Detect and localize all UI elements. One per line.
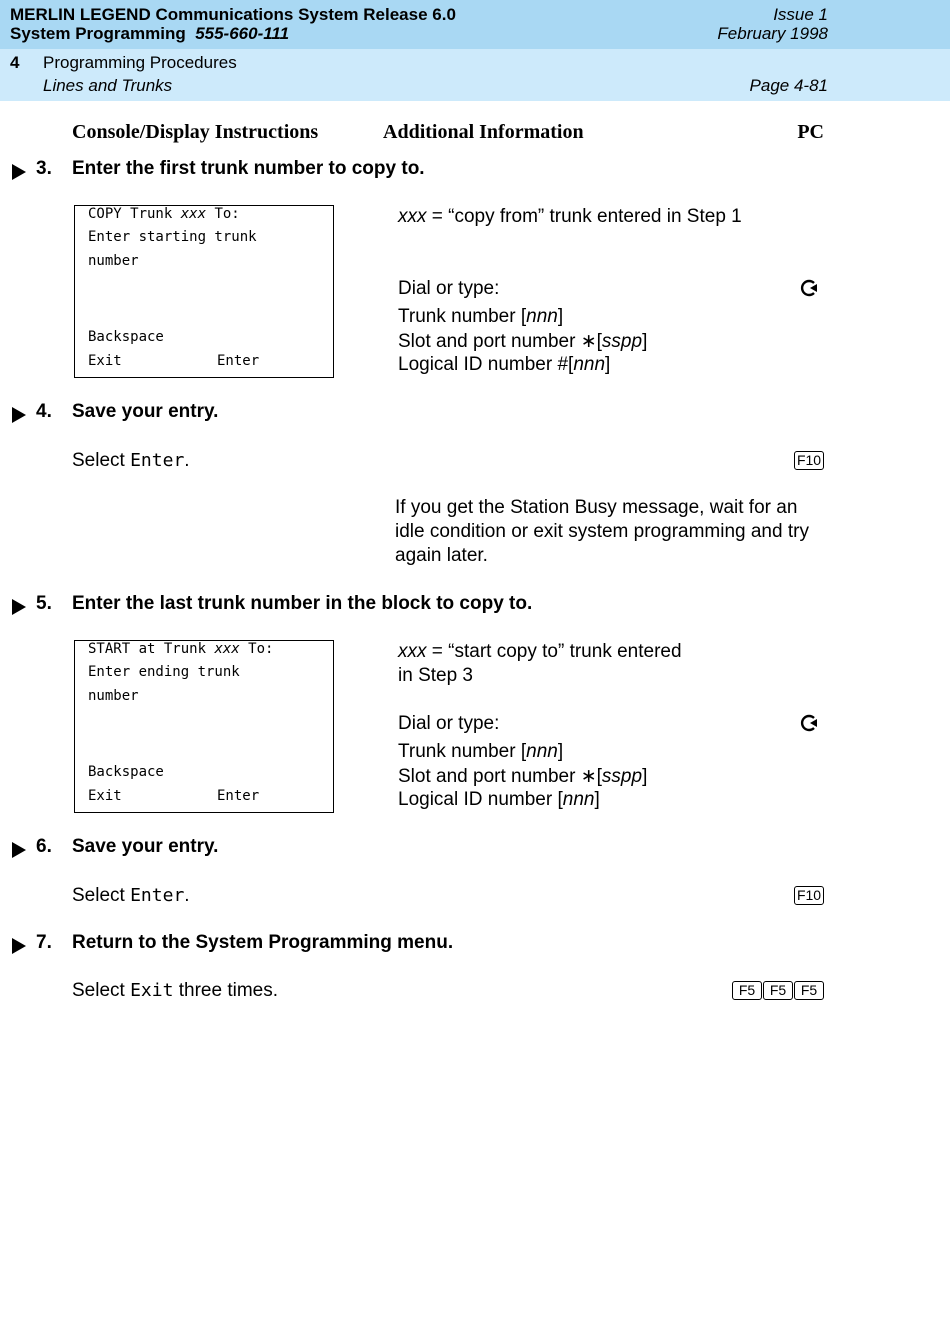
chapter-number: 4 bbox=[10, 53, 20, 72]
f5-key[interactable]: F5 bbox=[794, 981, 824, 1000]
display-screen bbox=[74, 205, 334, 378]
variable-note-line-2: in Step 3 bbox=[398, 665, 473, 686]
section-title: Lines and Trunks bbox=[43, 76, 173, 95]
variable-note: xxx = “start copy to” trunk entered bbox=[398, 641, 682, 662]
screen-line-2: Enter starting trunk bbox=[88, 229, 257, 245]
screen-exit[interactable]: Exit bbox=[88, 353, 122, 369]
command-enter: Enter bbox=[130, 885, 185, 906]
screen-enter[interactable]: Enter bbox=[217, 353, 260, 369]
step-arrow-icon bbox=[12, 842, 26, 858]
dial-pad-icon bbox=[798, 713, 818, 733]
option-slot-port: Slot and port number ∗[sspp] bbox=[398, 331, 648, 352]
page-number: Page 4-81 bbox=[749, 76, 828, 95]
screen-line-1: COPY Trunk xxx To: bbox=[88, 206, 240, 222]
option-logical-id: Logical ID number [nnn] bbox=[398, 789, 600, 810]
step-instruction: Save your entry. bbox=[72, 836, 219, 857]
option-slot-port: Slot and port number ∗[sspp] bbox=[398, 766, 648, 787]
column-pc-heading: PC bbox=[797, 121, 824, 143]
screen-backspace[interactable]: Backspace bbox=[88, 329, 164, 345]
select-instruction: Select Enter. bbox=[72, 885, 190, 906]
command-exit: Exit bbox=[130, 980, 174, 1001]
command-enter: Enter bbox=[130, 450, 185, 471]
option-trunk-number: Trunk number [nnn] bbox=[398, 306, 564, 327]
busy-note-line-1: If you get the Station Busy message, wait for an bbox=[395, 497, 798, 518]
display-screen bbox=[74, 640, 334, 813]
step-instruction: Enter the first trunk number to copy to. bbox=[72, 158, 425, 179]
chapter-title: Programming Procedures bbox=[43, 53, 237, 72]
step-number: 7. bbox=[36, 932, 52, 953]
screen-backspace[interactable]: Backspace bbox=[88, 764, 164, 780]
f5-key[interactable]: F5 bbox=[732, 981, 762, 1000]
step-number: 6. bbox=[36, 836, 52, 857]
screen-line-3: number bbox=[88, 688, 139, 704]
option-logical-id: Logical ID number #[nnn] bbox=[398, 354, 611, 375]
f10-key[interactable]: F10 bbox=[794, 886, 824, 905]
busy-note-line-2: idle condition or exit system programming and try bbox=[395, 521, 809, 542]
screen-line-1: START at Trunk xxx To: bbox=[88, 641, 274, 657]
doc-number: 555-660-111 bbox=[195, 24, 290, 43]
step-arrow-icon bbox=[12, 407, 26, 423]
dial-or-type: Dial or type: bbox=[398, 713, 500, 734]
select-instruction: Select Enter. bbox=[72, 450, 190, 471]
doc-title: MERLIN LEGEND Communications System Release 6.0 bbox=[10, 5, 456, 24]
variable-note: xxx = “copy from” trunk entered in Step 1 bbox=[398, 206, 742, 227]
f10-key[interactable]: F10 bbox=[794, 451, 824, 470]
step-arrow-icon bbox=[12, 938, 26, 954]
date: February 1998 bbox=[717, 24, 828, 43]
dial-or-type: Dial or type: bbox=[398, 278, 500, 299]
step-number: 5. bbox=[36, 593, 52, 614]
column-additional-heading: Additional Information bbox=[383, 121, 584, 143]
step-arrow-icon bbox=[12, 599, 26, 615]
screen-line-3: number bbox=[88, 253, 139, 269]
option-trunk-number: Trunk number [nnn] bbox=[398, 741, 564, 762]
f5-key[interactable]: F5 bbox=[763, 981, 793, 1000]
step-number: 3. bbox=[36, 158, 52, 179]
step-arrow-icon bbox=[12, 164, 26, 180]
screen-exit[interactable]: Exit bbox=[88, 788, 122, 804]
select-instruction: Select Exit three times. bbox=[72, 980, 278, 1001]
step-instruction: Return to the System Programming menu. bbox=[72, 932, 454, 953]
doc-subtitle: System Programming 555-660-111 bbox=[10, 24, 290, 43]
step-instruction: Save your entry. bbox=[72, 401, 219, 422]
step-number: 4. bbox=[36, 401, 52, 422]
screen-line-2: Enter ending trunk bbox=[88, 664, 240, 680]
step-instruction: Enter the last trunk number in the block to copy to. bbox=[72, 593, 533, 614]
dial-pad-icon bbox=[798, 278, 818, 298]
issue: Issue 1 bbox=[773, 5, 828, 24]
busy-note-line-3: again later. bbox=[395, 545, 488, 566]
screen-enter[interactable]: Enter bbox=[217, 788, 260, 804]
column-console-heading: Console/Display Instructions bbox=[72, 121, 319, 143]
